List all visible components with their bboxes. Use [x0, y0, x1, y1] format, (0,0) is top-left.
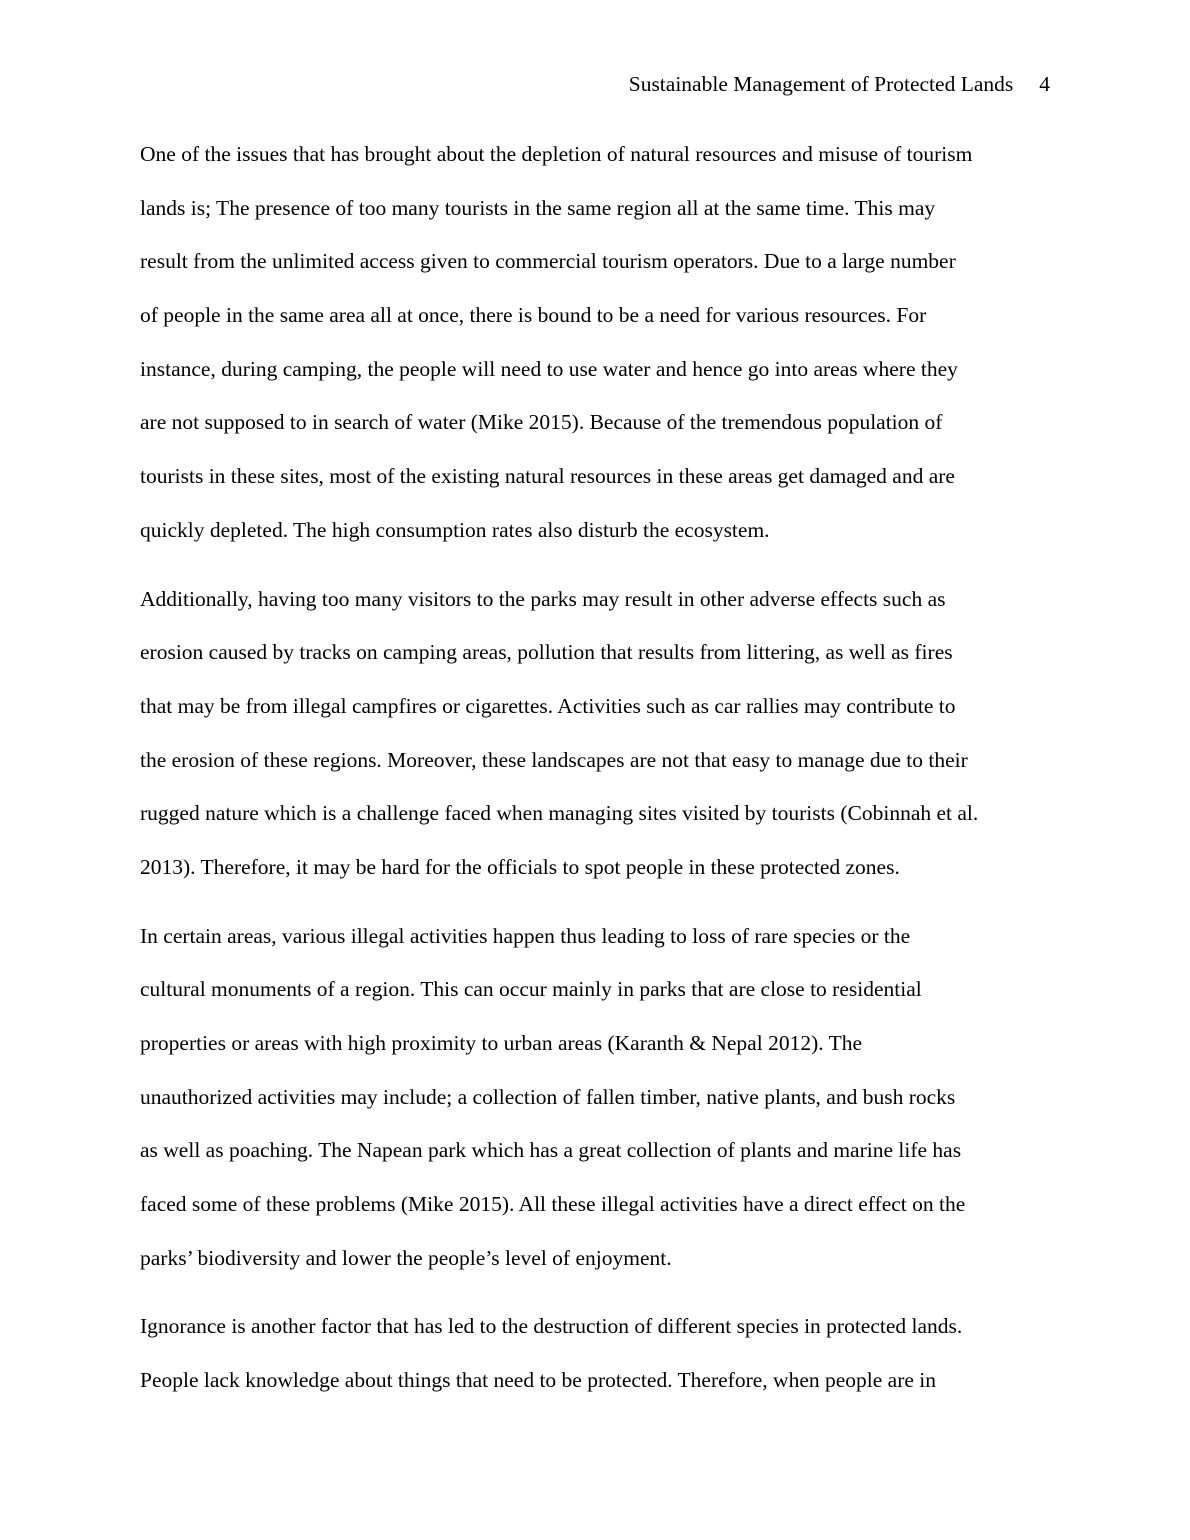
paragraph-3 — [140, 918, 1060, 1294]
paragraph-2 — [140, 581, 1060, 903]
text-line: properties or areas with high proximity to urban areas (Karanth & Nepal 2012). The — [140, 1031, 863, 1055]
text-line: faced some of these problems (Mike 2015). All these illegal activities have a direct effect on the — [140, 1192, 966, 1217]
text-line: tourists in these sites, most of the existing natural resources in these areas get damaged and are — [140, 464, 955, 489]
text-line: Additionally, having too many visitors to the parks may result in other adverse effects such as — [140, 586, 946, 611]
text-line: Ignorance is another factor that has led to the destruction of different species in protected lands. — [140, 1314, 963, 1339]
paragraph-4 — [140, 1308, 1060, 1415]
body-text — [140, 136, 1060, 1431]
text-line: that may be from illegal campfires or cigarettes. Activities such as car rallies may contribute to — [140, 693, 956, 718]
page-number: 4 — [1039, 72, 1050, 96]
text-line: of people in the same area all at once, there is bound to be a need for various resources. For — [140, 303, 927, 328]
text-line: parks’ biodiversity and lower the people’s level of enjoyment. — [140, 1245, 672, 1270]
text-line: the erosion of these regions. Moreover, these landscapes are not that easy to manage due to their — [140, 747, 968, 772]
text-line: instance, during camping, the people will need to use water and hence go into areas where they — [140, 356, 958, 381]
text-line: erosion caused by tracks on camping areas, pollution that results from littering, as well as fires — [140, 640, 953, 665]
text-line: One of the issues that has brought about the depletion of natural resources and misuse of tourism — [140, 142, 973, 166]
text-line: 2013). Therefore, it may be hard for the officials to spot people in these protected zones. — [140, 854, 900, 879]
text-line: People lack knowledge about things that need to be protected. Therefore, when people are in — [140, 1368, 937, 1393]
paragraph-1 — [140, 136, 1060, 566]
running-head — [629, 70, 1050, 98]
text-line: unauthorized activities may include; a collection of fallen timber, native plants, and bush rocks — [140, 1084, 956, 1109]
text-line: quickly depleted. The high consumption rates also disturb the ecosystem. — [140, 517, 770, 542]
text-line: In certain areas, various illegal activities happen thus leading to loss of rare species or the — [140, 923, 911, 948]
text-line: cultural monuments of a region. This can occur mainly in parks that are close to residential — [140, 977, 922, 1002]
text-line: result from the unlimited access given to commercial tourism operators. Due to a large number — [140, 249, 956, 274]
text-line: as well as poaching. The Napean park which has a great collection of plants and marine life has — [140, 1138, 962, 1163]
running-title: Sustainable Management of Protected Lands — [628, 72, 1014, 96]
text-line: lands is; The presence of too many tourists in the same region all at the same time. This may — [140, 195, 936, 220]
text-line: rugged nature which is a challenge faced when managing sites visited by tourists (Cobinnah et al. — [140, 801, 979, 826]
text-line: are not supposed to in search of water (Mike 2015). Because of the tremendous population of — [140, 410, 943, 435]
